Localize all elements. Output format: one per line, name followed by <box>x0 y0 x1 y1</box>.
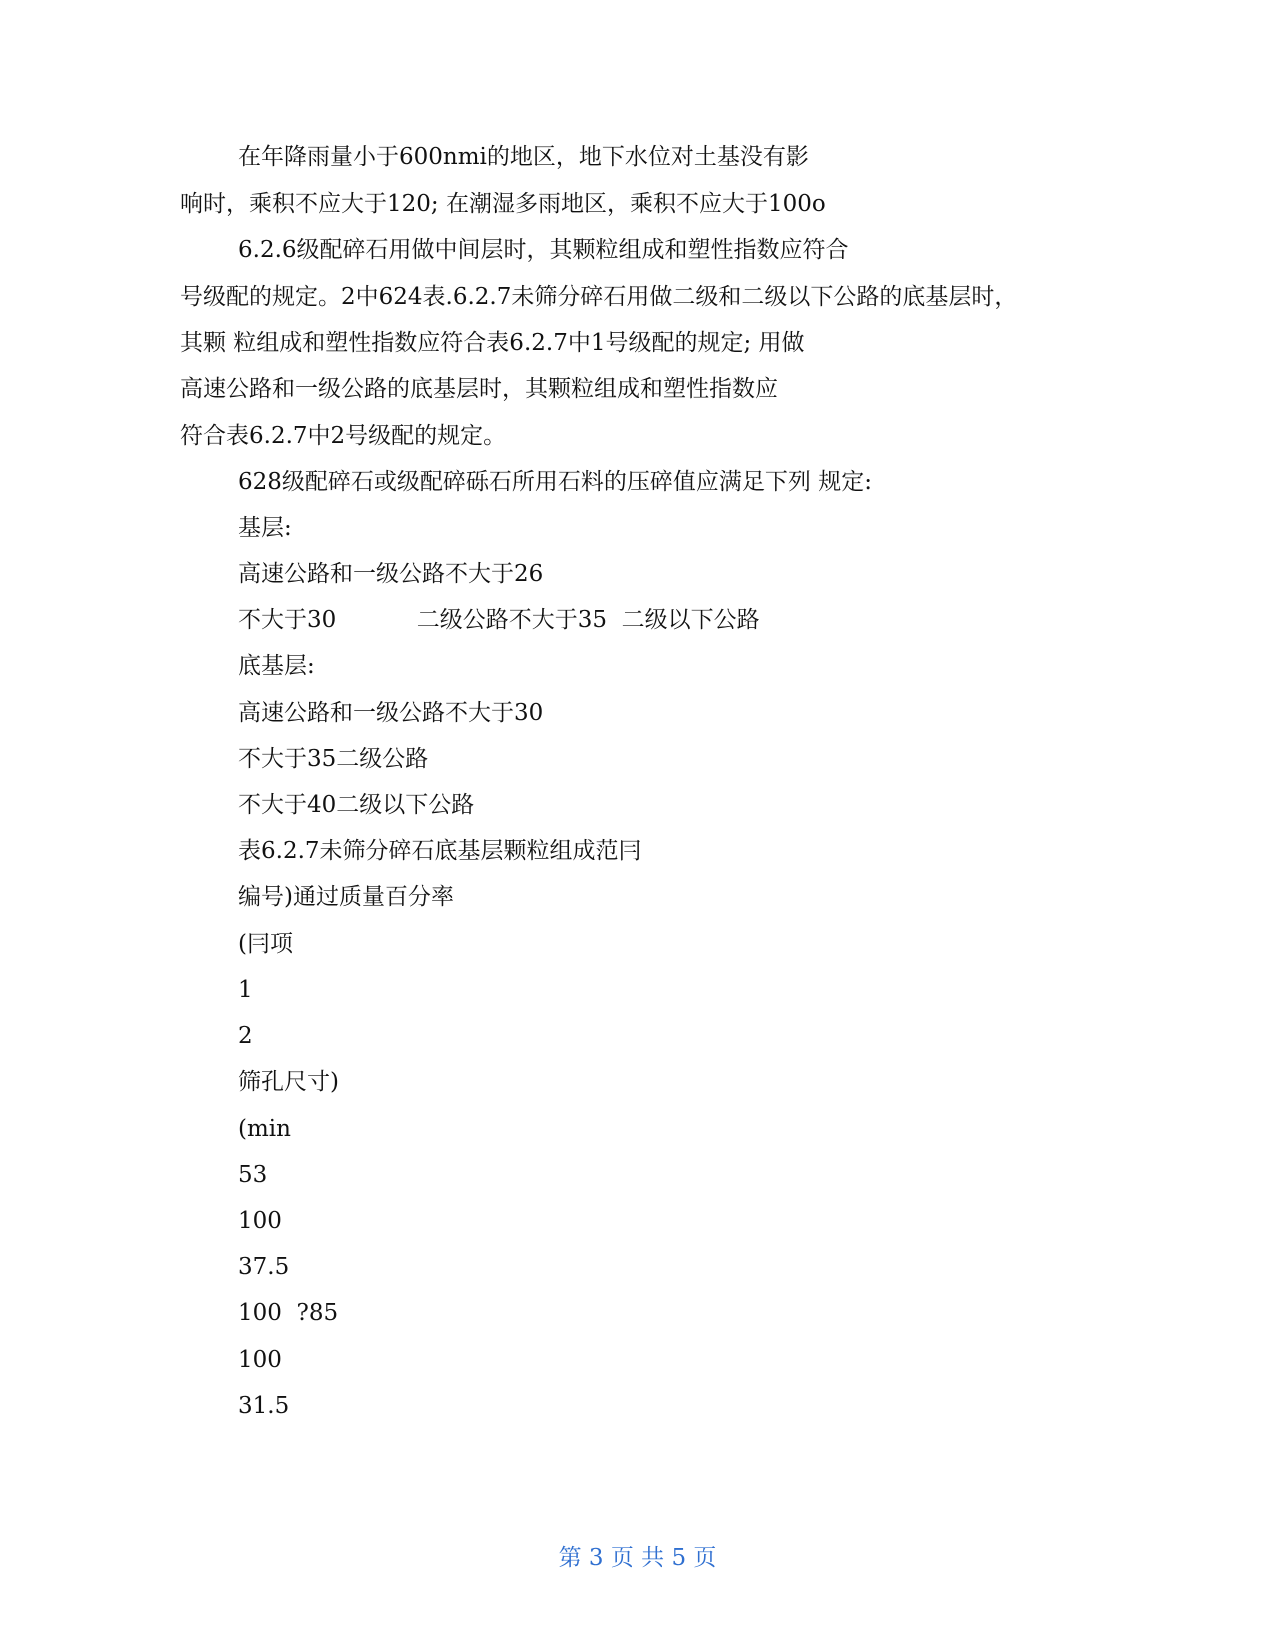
table-text: 31.5 <box>238 1393 290 1419</box>
paragraph-line: 628级配碎石或级配碎砾石所用石料的压碎值应满足下列 规定: <box>238 469 872 495</box>
paragraph-line: 在年降雨量小于600nmi的地区，地下水位对土基没有影 <box>238 144 809 170</box>
paragraph-line: 不大于30 二级公路不大于35 二级以下公路 <box>238 607 760 633</box>
section-heading: 底基层: <box>238 653 315 679</box>
table-caption: 表6.2.7未筛分碎石底基层颗粒组成范冃 <box>238 838 642 864</box>
paragraph-line: 不大于35二级公路 <box>238 746 429 772</box>
table-text: 100 <box>238 1208 282 1234</box>
page-footer: 第 3 页 共 5 页 <box>558 1545 717 1571</box>
paragraph-line: 高速公路和一级公路不大于26 <box>238 561 544 587</box>
paragraph-line: 不大于40二级以下公路 <box>238 792 475 818</box>
table-text: 100 ?85 <box>238 1300 339 1326</box>
table-text: 100 <box>238 1347 282 1373</box>
section-heading: 基层: <box>238 515 292 541</box>
paragraph-line: 6.2.6级配碎石用做中间层时，其颗粒组成和塑性指数应符合 <box>238 237 849 263</box>
table-text: 1 <box>238 977 253 1003</box>
table-text: 编号)通过质量百分率 <box>238 884 454 910</box>
table-text: 53 <box>238 1162 268 1188</box>
paragraph-line: 高速公路和一级公路不大于30 <box>238 700 544 726</box>
table-text: (冃项 <box>238 931 293 957</box>
paragraph-line: 其颗 粒组成和塑性指数应符合表6.2.7中1号级配的规定; 用做 <box>180 330 805 356</box>
table-text: 2 <box>238 1023 253 1049</box>
table-text: (min <box>238 1116 291 1142</box>
table-text: 37.5 <box>238 1254 290 1280</box>
paragraph-line: 符合表6.2.7中2号级配的规定。 <box>180 423 507 449</box>
paragraph-line: 号级配的规定。2中624表.6.2.7未筛分碎石用做二级和二级以下公路的底基层时， <box>180 284 1018 310</box>
paragraph-line: 响时，乘积不应大于120; 在潮湿多雨地区，乘积不应大于100o <box>180 191 826 217</box>
paragraph-line: 高速公路和一级公路的底基层时，其颗粒组成和塑性指数应 <box>180 376 778 402</box>
table-text: 筛孔尺寸) <box>238 1069 339 1095</box>
